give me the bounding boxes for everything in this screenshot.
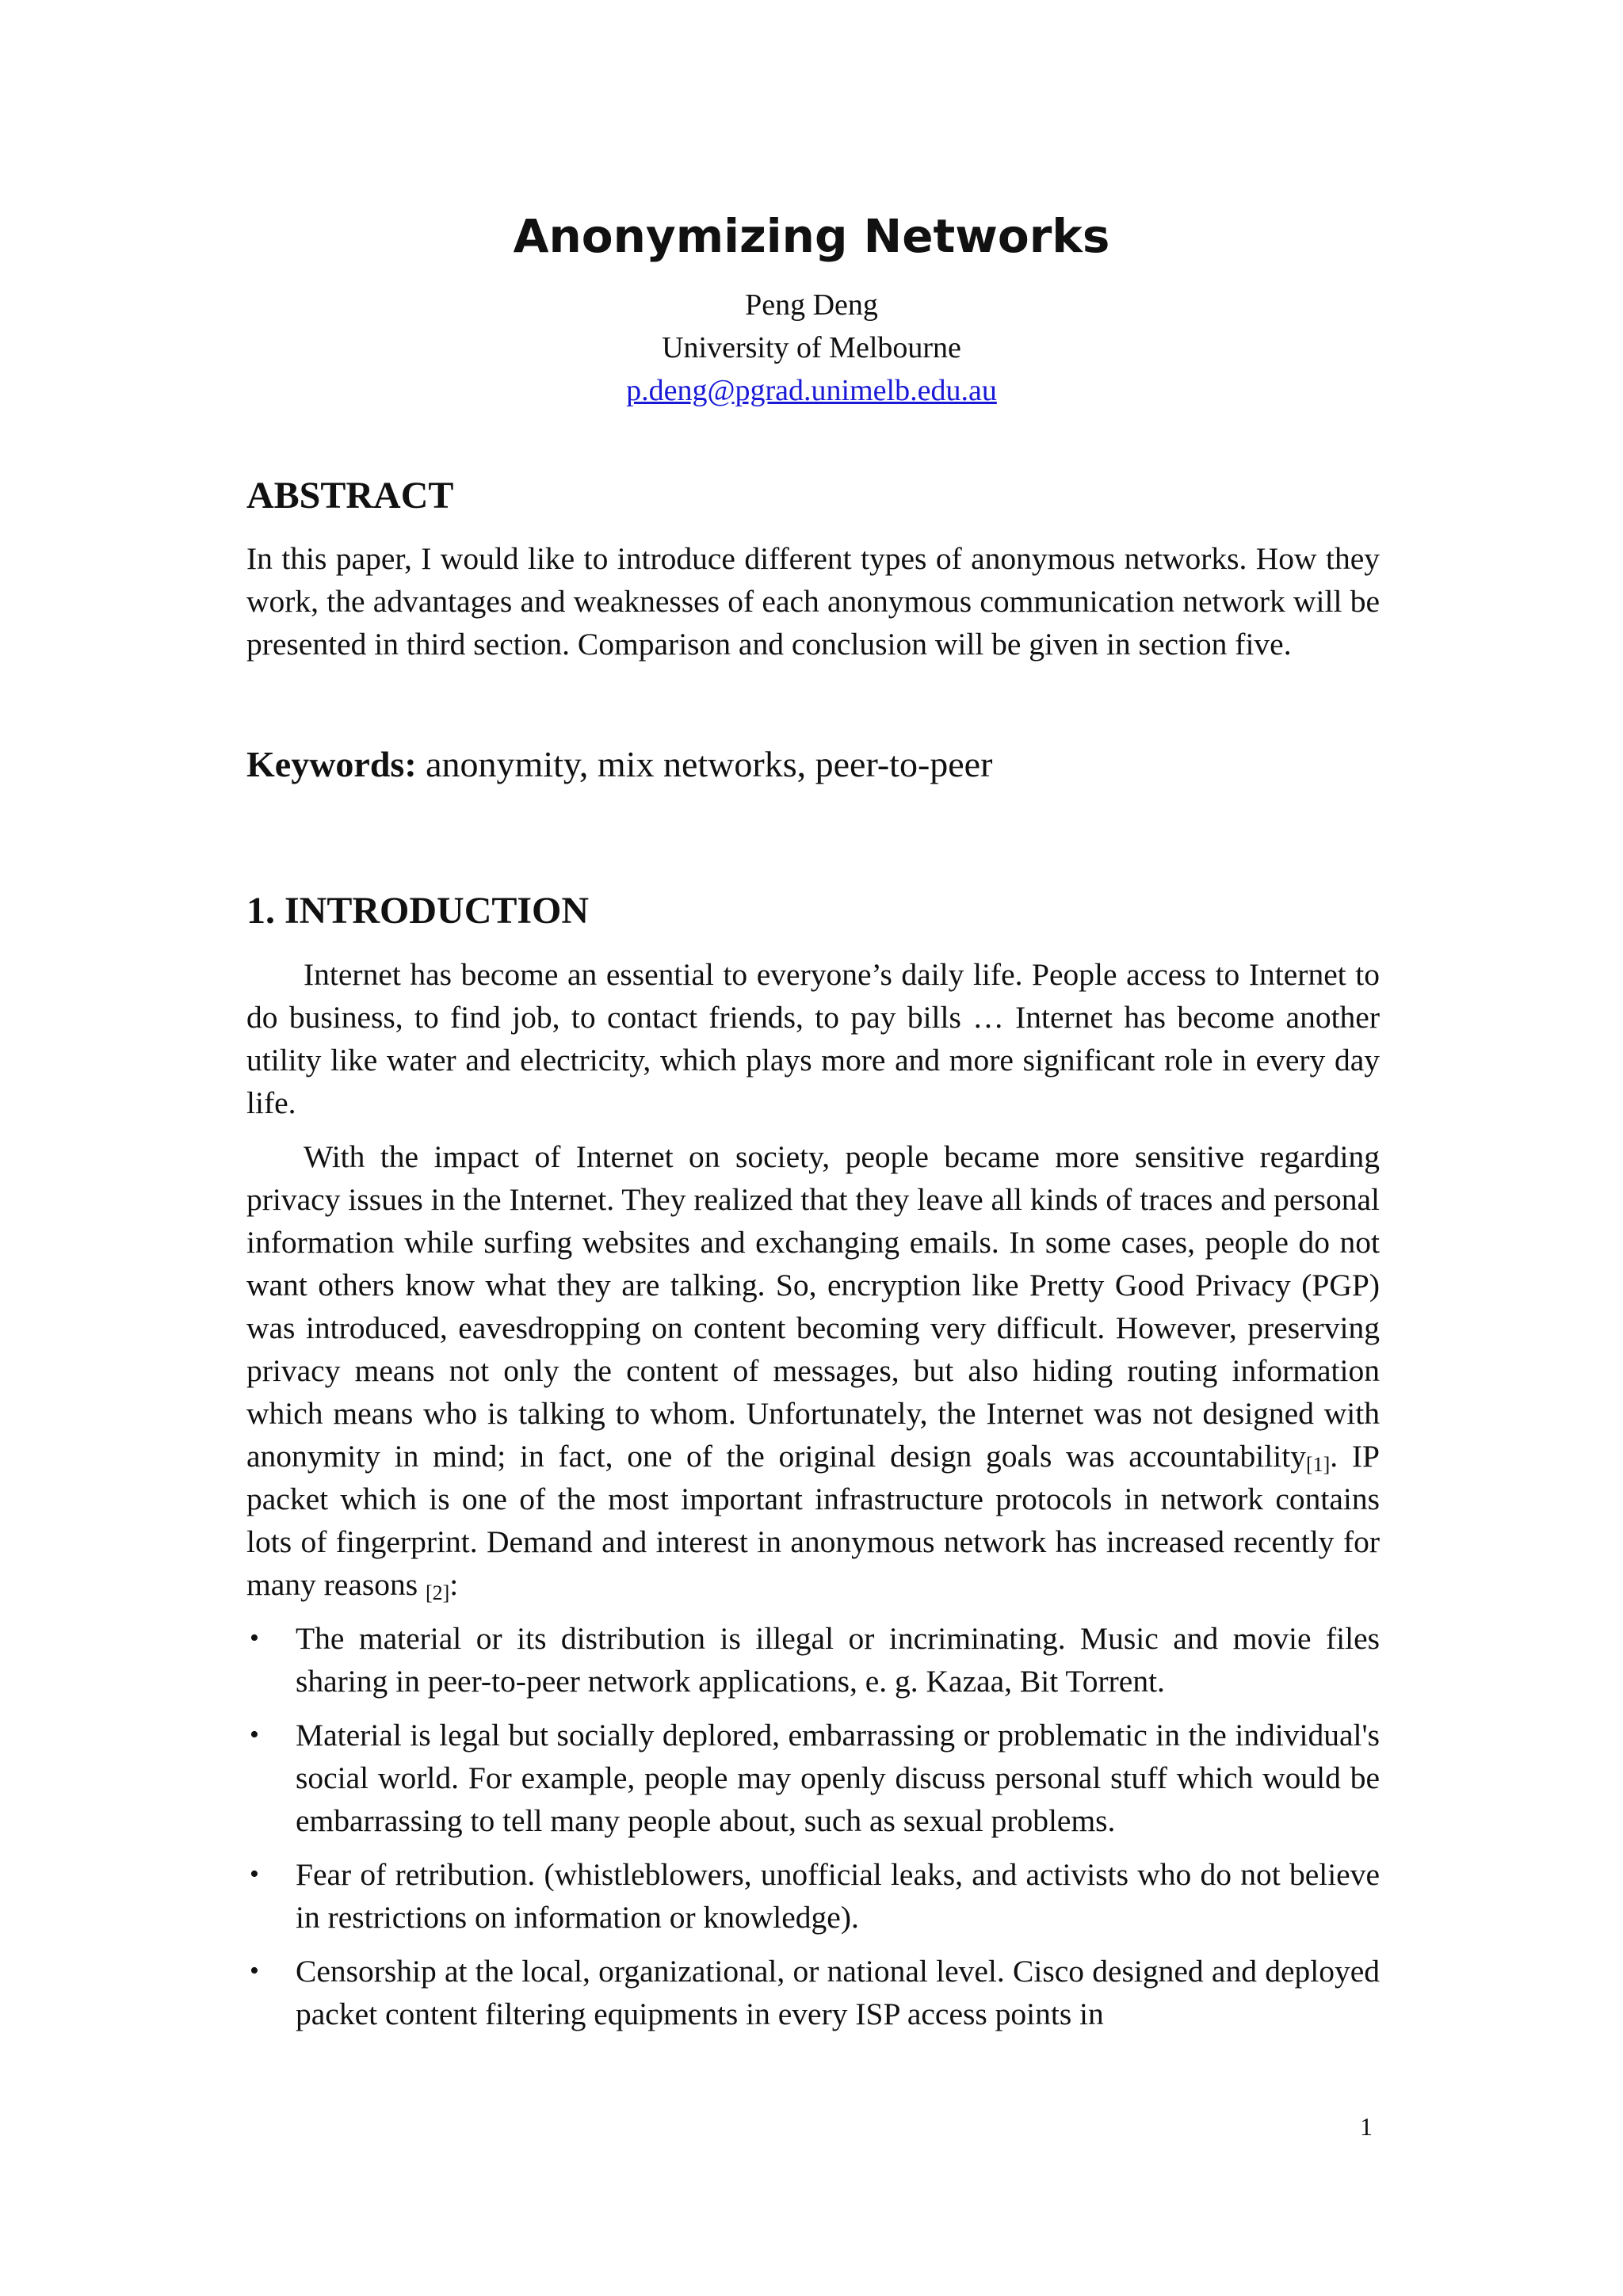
list-item [246,1714,1380,1842]
reasons-list [246,1617,1380,2035]
list-item [246,1853,1380,1939]
keywords-label: Keywords: [246,744,417,784]
bullet-icon: • [250,1623,259,1653]
list-item-text: The material or its distribution is illegal or incriminating. Music and movie files sharing in peer-to-peer network applications, e. g. Kazaa, Bit Torrent. [296,1621,1380,1699]
keywords-line [246,741,992,788]
page-number: 1 [1360,2112,1373,2141]
author-name: Peng Deng [745,288,878,322]
bullet-icon: • [250,1720,259,1749]
bullet-icon: • [250,1859,259,1889]
author-email-link[interactable]: p.deng@pgrad.unimelb.edu.au [626,374,997,407]
list-item [246,1950,1380,2035]
abstract-body [246,537,1380,666]
list-item-text: Censorship at the local, organizational, or national level. Cisco designed and deployed packet content filtering equipments in every ISP access points in [296,1954,1380,2031]
introduction-body [246,953,1380,2046]
list-item-text: Fear of retribution. (whistleblowers, unofficial leaks, and activists who do not believe in restrictions on information or knowledge). [296,1857,1380,1935]
intro-paragraph-2-part-a: With the impact of Internet on society, people became more sensitive regarding privacy issues in the Internet. They realized that they leave all kinds of traces and personal information while surfing websites and exchanging emails. In some cases, people do not want others know what they are talking. So, encryption like Pretty Good Privacy (PGP) was introduced, eavesdropping on content becoming very difficult. However, preserving privacy means not only the content of messages, but also hiding routing information which means who is talking to whom. Unfortunately, the Internet was not designed with anonymity in mind; in fact, one of the original design goals was accountability [246,1139,1380,1474]
citation-2: [2] [425,1581,450,1604]
author-email-line [0,369,1623,412]
keywords-text: anonymity, mix networks, peer-to-peer [426,744,993,784]
abstract-text: In this paper, I would like to introduce different types of anonymous networks. How they work, the advantages and weaknesses of each anonymous communication network will be presented in third section. Comparison and conclusion will be given in section five. [246,541,1380,662]
intro-paragraph-2-part-c: : [449,1567,459,1602]
list-item [246,1617,1380,1703]
intro-paragraph-1: Internet has become an essential to everyone’s daily life. People access to Internet to do business, to find job, to contact friends, to pay bills … Internet has become another utility like water and electricity, which plays more and more significant role in every day life. [246,957,1380,1120]
list-item-text: Material is legal but socially deplored, embarrassing or problematic in the individual's social world. For example, people may openly discuss personal stuff which would be embarrassing to tell many people about, such as sexual problems. [296,1718,1380,1838]
bullet-icon: • [250,1956,259,1985]
intro-paragraph-2 [246,1135,1380,1606]
introduction-heading: 1. INTRODUCTION [246,890,590,932]
author-affiliation: University of Melbourne [662,331,961,364]
citation-1: [1] [1305,1453,1331,1476]
paper-title: Anonymizing Networks [513,209,1110,263]
intro-paragraph-2-part-b: . IP packet which is one of the most important infrastructure protocols in network contains lots of fingerprint. Demand and interest in anonymous network has increased recently for many reasons [246,1439,1380,1602]
abstract-heading: ABSTRACT [246,475,454,517]
